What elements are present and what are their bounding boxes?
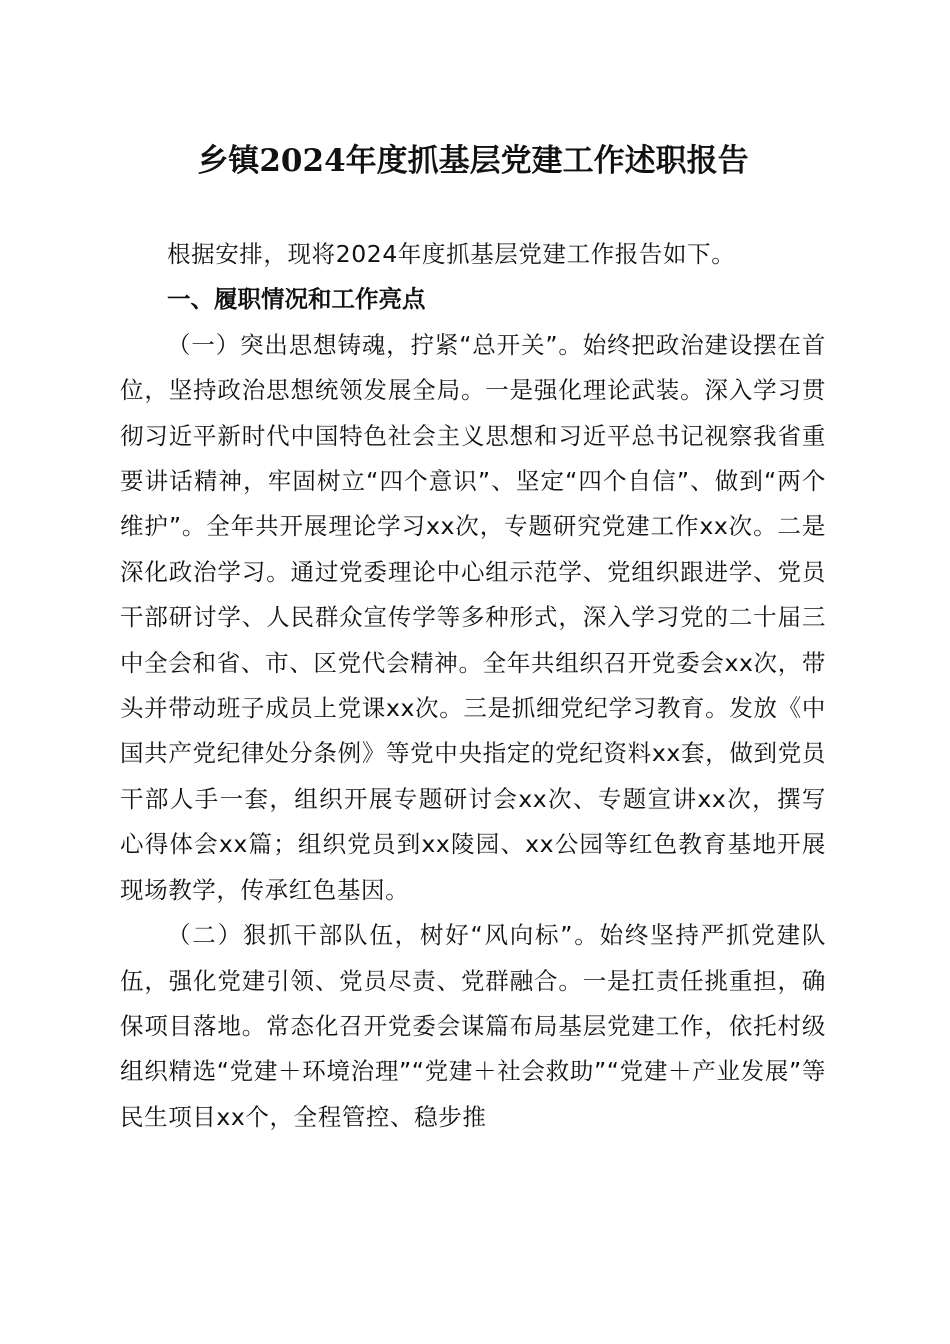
document-title: 乡镇2024年度抓基层党建工作述职报告 bbox=[197, 143, 749, 179]
document-body bbox=[120, 232, 826, 1140]
paragraph-ideological-building: （一）突出思想铸魂，拧紧“总开关”。始终把政治建设摆在首位，坚持政治思想统领发展全局。一是强化理论武装。深入学习贯彻习近平新时代中国特色社会主义思想和习近平总书记视察我省重要讲话精神，牢固树立“四个意识”、坚定“四个自信”、做到“两个维护”。全年共开展理论学习xx次，专题研究党建工作xx次。二是深化政治学习。通过党委理论中心组示范学、党组织跟进学、党员干部研讨学、人民群众宣传学等多种形式，深入学习党的二十届三中全会和省、市、区党代会精神。全年共组织召开党委会xx次，带头并带动班子成员上党课xx次。三是抓细党纪学习教育。发放《中国共产党纪律处分条例》等党中央指定的党纪资料xx套，做到党员干部人手一套，组织开展专题研讨会xx次、专题宣讲xx次，撰写心得体会xx篇；组织党员到xx陵园、xx公园等红色教育基地开展现场教学，传承红色基因。 bbox=[120, 330, 826, 904]
paragraph-cadre-team: （二）狠抓干部队伍，树好“风向标”。始终坚持严抓党建队伍，强化党建引领、党员尽责、党群融合。一是扛责任挑重担，确保项目落地。常态化召开党委会谋篇布局基层党建工作，依托村级组织精选“党建＋环境治理”“党建＋社会救助”“党建＋产业发展”等民生项目xx个，全程管控、稳步推 bbox=[120, 921, 826, 1131]
intro-paragraph: 根据安排，现将2024年度抓基层党建工作报告如下。 bbox=[167, 240, 736, 268]
section-heading-1: 一、履职情况和工作亮点 bbox=[167, 285, 426, 314]
